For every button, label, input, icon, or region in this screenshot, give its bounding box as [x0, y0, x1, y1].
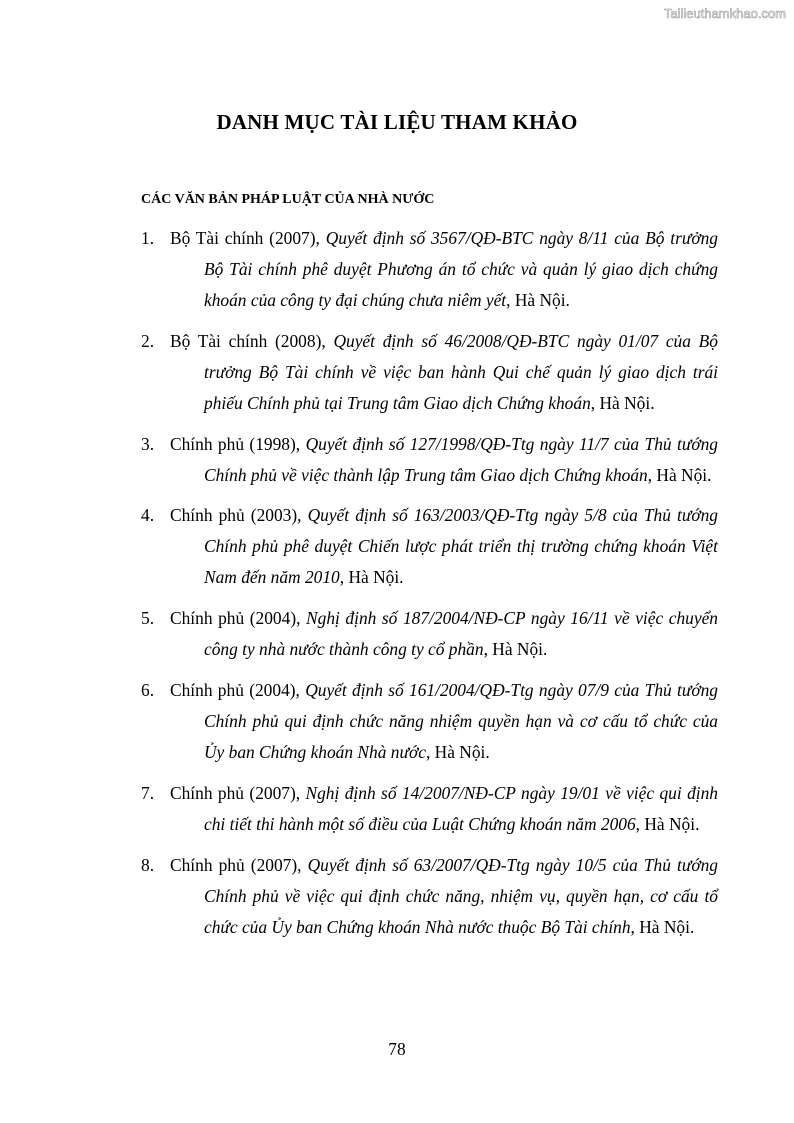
reference-author: Chính phủ (2007), — [170, 854, 308, 875]
reference-author: Chính phủ (1998), — [170, 433, 306, 454]
reference-item — [141, 850, 718, 943]
reference-title: Quyết định số 63/2007/QĐ-Ttg ngày 10/5 của Thủ tướng Chính phủ về việc qui định chức năng, nhiệm vụ, quyền hạn, cơ cấu tổ chức của Ủy ban Chứng khoán Nhà nước thuộc Bộ Tài chính — [204, 854, 718, 937]
reference-title: Nghị định số 14/2007/NĐ-CP ngày 19/01 về việc qui định chi tiết thi hành một số điều của Luật Chứng khoán năm 2006 — [204, 782, 718, 834]
reference-number: 8. — [141, 854, 155, 875]
reference-title: Quyết định số 161/2004/QĐ-Ttg ngày 07/9 của Thủ tướng Chính phủ qui định chức năng nhiệm quyền hạn và cơ cấu tổ chức của Ủy ban Chứng khoán Nhà nước — [204, 679, 718, 762]
reference-item — [141, 500, 718, 593]
reference-title: Quyết định số 127/1998/QĐ-Ttg ngày 11/7 của Thủ tướng Chính phủ về việc thành lập Trung tâm Giao dịch Chứng khoán — [204, 433, 719, 485]
reference-place: , Hà Nội. — [647, 464, 712, 485]
reference-place: , Hà Nội. — [339, 567, 404, 588]
reference-number: 6. — [141, 679, 155, 700]
page-number: 78 — [388, 1039, 406, 1059]
reference-number: 1. — [141, 228, 155, 248]
reference-item — [141, 429, 718, 491]
reference-item — [141, 603, 718, 665]
reference-number: 7. — [141, 782, 155, 803]
reference-author: Chính phủ (2003), — [170, 505, 308, 526]
reference-title: Quyết định số 46/2008/QĐ-BTC ngày 01/07 của Bộ trưởng Bộ Tài chính về việc ban hành Qui chế quản lý giao dịch trái phiếu Chính phủ tại Trung tâm Giao dịch Chứng khoán — [204, 330, 718, 413]
reference-title: Quyết định số 3567/QĐ-BTC ngày 8/11 của Bộ trưởng Bộ Tài chính phê duyệt Phương án tổ chức và quản lý giao dịch chứng khoán của công ty đại chúng chưa niêm yết — [204, 228, 718, 310]
reference-place: , Hà Nội. — [630, 916, 695, 937]
reference-author: Chính phủ (2004), — [170, 608, 307, 629]
reference-list — [141, 223, 718, 952]
reference-title: Nghị định số 187/2004/NĐ-CP ngày 16/11 về việc chuyển công ty nhà nước thành công ty cổ phần — [204, 608, 718, 660]
reference-author: Chính phủ (2007), — [170, 782, 306, 803]
reference-author: Bộ Tài chính (2007), — [170, 228, 326, 248]
reference-author: Bộ Tài chính (2008), — [170, 330, 334, 351]
reference-item — [141, 778, 718, 840]
reference-number: 3. — [141, 433, 155, 454]
reference-number: 5. — [141, 608, 155, 629]
reference-title: Quyết định số 163/2003/QĐ-Ttg ngày 5/8 của Thủ tướng Chính phủ phê duyệt Chiến lược phát triển thị trường chứng khoán Việt Nam đến năm 2010 — [204, 505, 718, 588]
reference-place: , Hà Nội. — [506, 290, 570, 310]
reference-item — [141, 326, 718, 419]
section-heading: CÁC VĂN BẢN PHÁP LUẬT CỦA NHÀ NƯỚC — [141, 192, 435, 207]
reference-item — [141, 675, 718, 768]
reference-place: , Hà Nội. — [425, 741, 490, 762]
watermark: Tailieuthamkhao.com — [663, 6, 786, 21]
reference-place: , Hà Nội. — [590, 392, 655, 413]
reference-number: 4. — [141, 505, 155, 526]
reference-place: , Hà Nội. — [483, 639, 548, 660]
reference-author: Chính phủ (2004), — [170, 679, 306, 700]
reference-number: 2. — [141, 330, 155, 351]
reference-item — [141, 223, 718, 316]
page-title: DANH MỤC TÀI LIỆU THAM KHẢO — [216, 110, 578, 134]
reference-place: , Hà Nội. — [635, 813, 700, 834]
